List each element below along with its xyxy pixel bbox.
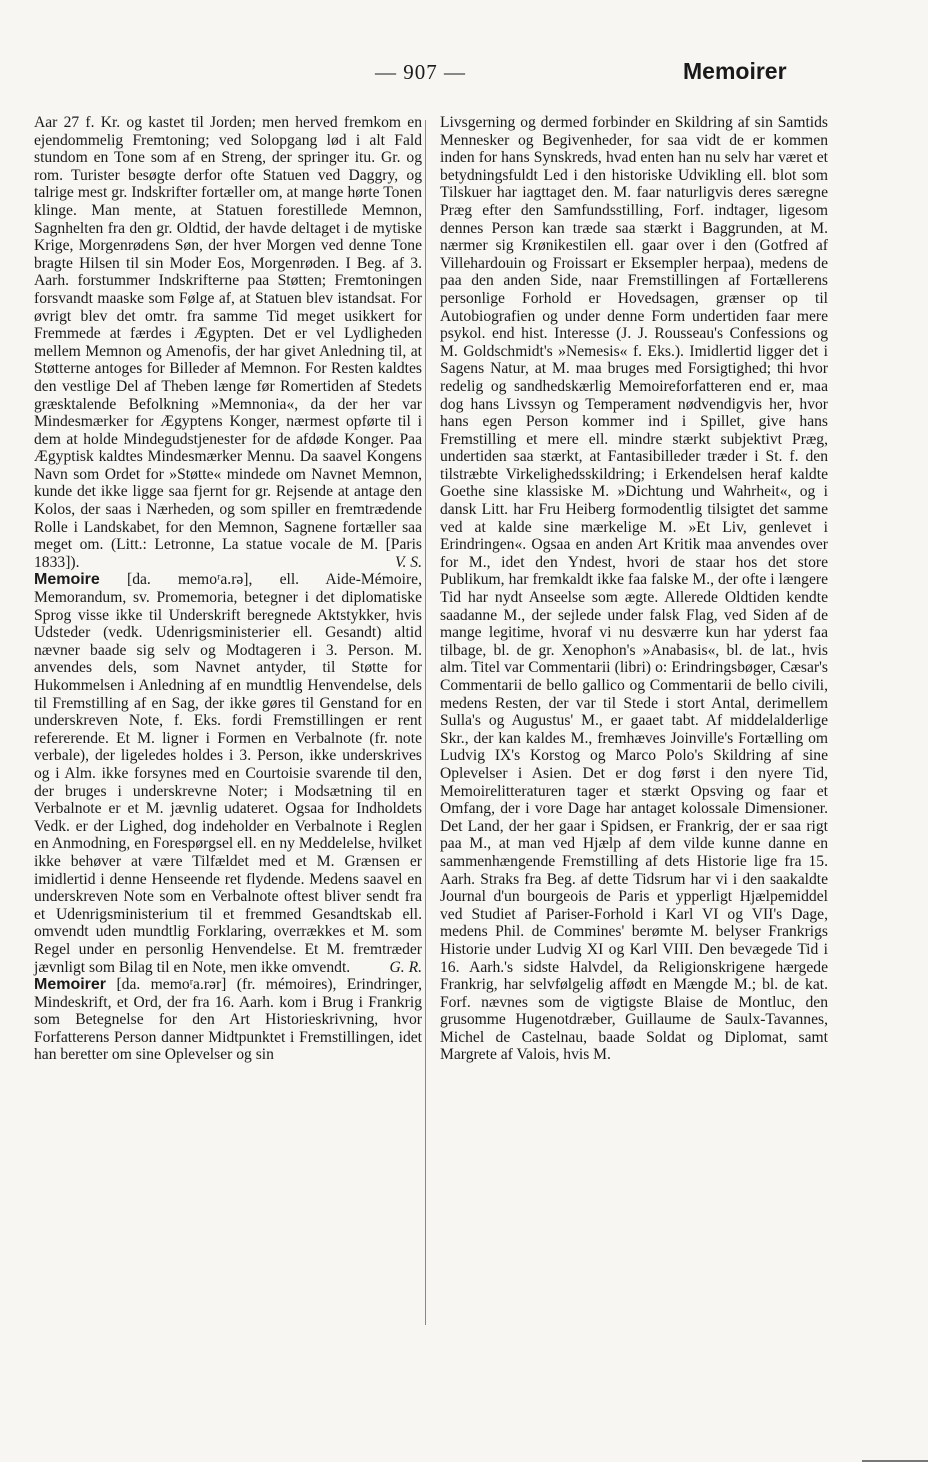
entry-text: [da. memoʳa.rə], ell. Aide-Mémoire, Memorandum, sv. Promemoria, betegner i det diplomatiske Sprog visse ikke til Underskrift beregnede Aktstykker, hvis Udsteder (vedk. Udenrigsministerier ell. Gesandt) altid nævner baade sig selv og Modtageren i 3. Person. M. anvendes dels, som Navnet antyder, til Støtte for Hukommelsen i Anledning af en mundtlig Henvendelse, dels til Fremstilling af en Sag, der ikke gøres til Genstand for en underskreven Note, f. Eks. fordi Fremstillingen er rent refererende. Et M. ligner i Formen en Verbalnote (fr. note verbale), der ligeledes holdes i 3. Person, ikke underskrives og i Alm. ikke forsynes med en Courtoisie svarende til den, der bruges i underskrevne Noter; i Modsætning til en Verbalnote er et M. jævnlig udateret. Ogsaa for Indholdets Vedk. er der Lighed, dog indeholder en Verbalnote i Reglen en Anmodning, en Forespørgsel ell. en ny Meddelelse, hvilket ikke behøver at være Tilfældet med et M. Grænsen er imidlertid i denne Henseende ret flydende. Medens saavel en underskreven Note som en Verbalnote oftest bliver sendt fra et Udenrigsministerium til et fremmed Gesandtskab ell. omvendt uden mundtlig Forklaring, overrækkes et M. som Regel under en personlig Henvendelse. Et M. fremtræder jævnligt som Bilag til en Note, men ikke omvendt. — [34, 571, 422, 976]
right-column — [440, 114, 828, 1064]
paragraph-text: Livsgerning og dermed forbinder en Skildring af sin Samtids Mennesker og Begivenheder, for saa vidt de er kommen inden for hans Synskreds, hvad enten han nu selv har været et betydningsfuldt Led i den historiske Udvikling ell. blot som Tilskuer har iagttaget den. M. faar naturligvis deres særegne Præg efter den Samfundsstilling, Forf. indtager, ligesom dennes Person kan træde saa stærkt i Baggrunden, at M. nærmer sig Krønikestilen ell. gaar over i den (Gotfred af Villehardouin og Froissart er Eksempler herpaa), medens de paa den anden Side, naar Fremstillingen af Fortællerens personlige Forhold er Hovedsagen, grænser op til Autobiografien og under denne Form undertiden faar mere psykol. end hist. Interesse (J. J. Rousseau's Confessions og M. Goldschmidt's »Nemesis« f. Eks.). Imidlertid ligger det i Sagens Natur, at M. maa bruges med Forsigtighed; thi hvor redelig og sandhedskærlig Memoireforfatteren end er, maa dog hans Livssyn og Temperament nødvendigvis her, hvor hans egen Person kommer ind i Spillet, give hans Fremstilling et mere ell. mindre stærkt subjektivt Præg, undertiden saa stærkt, at Fantasibilleder træder i St. f. den tilstræbte Virkelighedsskildring; i Erkendelsen heraf kaldte Goethe sine klassiske M. »Dichtung und Wahrheit«, og i dansk Litt. har Fru Heiberg formodentlig tilsigtet det samme ved at kalde sine mærkelige M. »Et Liv, genlevet i Erindringen«. Ogsaa en anden Art Kritik maa anvendes over for M., idet den Yndest, hvori de staar hos det store Publikum, har fremkaldt ikke faa falske M., der ofte i længere Tid har nydt Anseelse som ægte. Allerede Oldtiden kendte saadanne M., der sejlede under falsk Flag, ved Siden af de mange legitime, hvoraf vi nu desværre kun har yderst faa tilbage, bl. de gr. Xenophon's »Anabasis«, bl. de lat., hvis alm. Titel var Commentarii (libri) o: Erindringsbøger, Cæsar's Commentarii de bello gallico og Commentarii de bello civili, medens Resten, der var til Stede i stort Antal, derimellem Sulla's og Augustus' M., er gaaet tabt. Af middelalderlige Skr., der kan kaldes M., fremhæves Joinville's Fortælling om Ludvig IX's Korstog og Marco Polo's Skildring af sine Oplevelser i Asien. Det er dog først i den nyere Tid, Memoirelitteraturen tager et stærkt Opsving og faar et Omfang, der i vore Dage har antaget kolossale Dimensioner. Det Land, der her gaar i Spidsen, er Frankrig, der er saa rigt paa M., at man ved Hjælp af dem vilde kunne danne en sammenhængende Fremstilling af dets Historie lige fra 15. Aarh. Straks fra Beg. af dette Tidsrum har vi i den saakaldte Journal d'un bourgeois de Paris et ypperligt Hjælpemiddel ved Studiet af Pariser-Forhold i Karl VI og VII's Dage, medens Phil. de Commines' berømte M. belyser Frankrigs Historie under Ludvig XI og Karl VIII. Den bevægede Tid i 16. Aarh.'s sidste Halvdel, da Religionskrigene hærgede Frankrig, har selvfølgelig affødt en Mængde M.; bl. de kat. Forf. nævnes som de vigtigste Blaise de Montluc, den grusomme Hugenotdræber, Guillaume de Saulx-Tavannes, Michel de Castelnau, baade Soldat og Diplomat, samt Margrete af Valois, hvis M. — [440, 114, 828, 1064]
page-number: — 907 — — [375, 60, 466, 84]
scan-edge-mark — [862, 1442, 928, 1462]
entry-headword: Memoire — [34, 571, 100, 589]
page-header — [0, 56, 928, 96]
entry-memoire — [34, 571, 422, 976]
running-head: Memoirer — [683, 58, 787, 84]
paragraph-memnon-continued — [34, 114, 422, 571]
column-divider — [425, 120, 426, 1325]
left-column — [34, 114, 422, 1064]
paragraph-memoirer-continued — [440, 114, 828, 1064]
author-signature: V. S. — [394, 553, 422, 571]
paragraph-text: Aar 27 f. Kr. og kastet til Jorden; men herved fremkom en ejendommelig Fremtoning; ved Solopgang lød i alt Fald stundom en Tone som af en Streng, der springer itu. Gr. og rom. Turister besøgte derfor ofte Statuen ved Daggry, og talrige mest gr. Indskrifter fortæller om, at mange hørte Tonen klinge. Man mente, at Statuen forestillede Memnon, Sagnhelten fra den gr. Oldtid, der havde deltaget i de mytiske Krige, Morgenrødens Søn, der hver Morgen ved denne Tone bragte Hilsen til sin Moder Eos, Morgenrøden. I Beg. af 3. Aarh. forstummer Indskrifterne paa Støtten; Fremtoningen forsvandt maaske som Følge af, at Statuen blev istandsat. For øvrigt blev det omtr. fra samme Tid meget usikkert for Fremmede at færdes i Ægypten. Det er vel Lydligheden mellem Memnon og Amenofis, der har givet Anledning til, at Støtterne antoges for Billeder af Memnon. For Resten kaldtes den vestlige Del af Theben længe før Romertiden af Stedets græsktalende Befolkning »Memnonia«, da der her var Mindesmærker for Ægyptens Konger, nærmest opførte til i dem at holde Mindegudstjenester for de afdøde Konger. Paa Ægyptisk kaldtes Mindesmærker Mennu. Da saavel Kongens Navn som Ordet for »Støtte« mindede om Navnet Memnon, kunde det ikke ligge saa fjernt for gr. Rejsende at antage den Kolos, der saas i Nærheden, og som spiller en fremtrædende Rolle i Landskabet, for den Memnon, Sagnene fortæller saa meget om. (Litt.: Letronne, La statue vocale de M. [Paris 1833]). — [34, 114, 422, 571]
entry-headword: Memoirer — [34, 976, 107, 994]
entry-text: [da. memoʳa.rər] (fr. mémoires), Erindringer, Mindeskrift, et Ord, der fra 16. Aarh. kom i Brug i Frankrig som Betegnelse for den Art Historieskrivning, hvor Forfatterens Person danner Midtpunktet i Fremstillingen, idet han beretter om sine Oplevelser og sin — [34, 976, 422, 1064]
entry-memoirer — [34, 976, 422, 1064]
author-signature: G. R. — [389, 958, 422, 976]
